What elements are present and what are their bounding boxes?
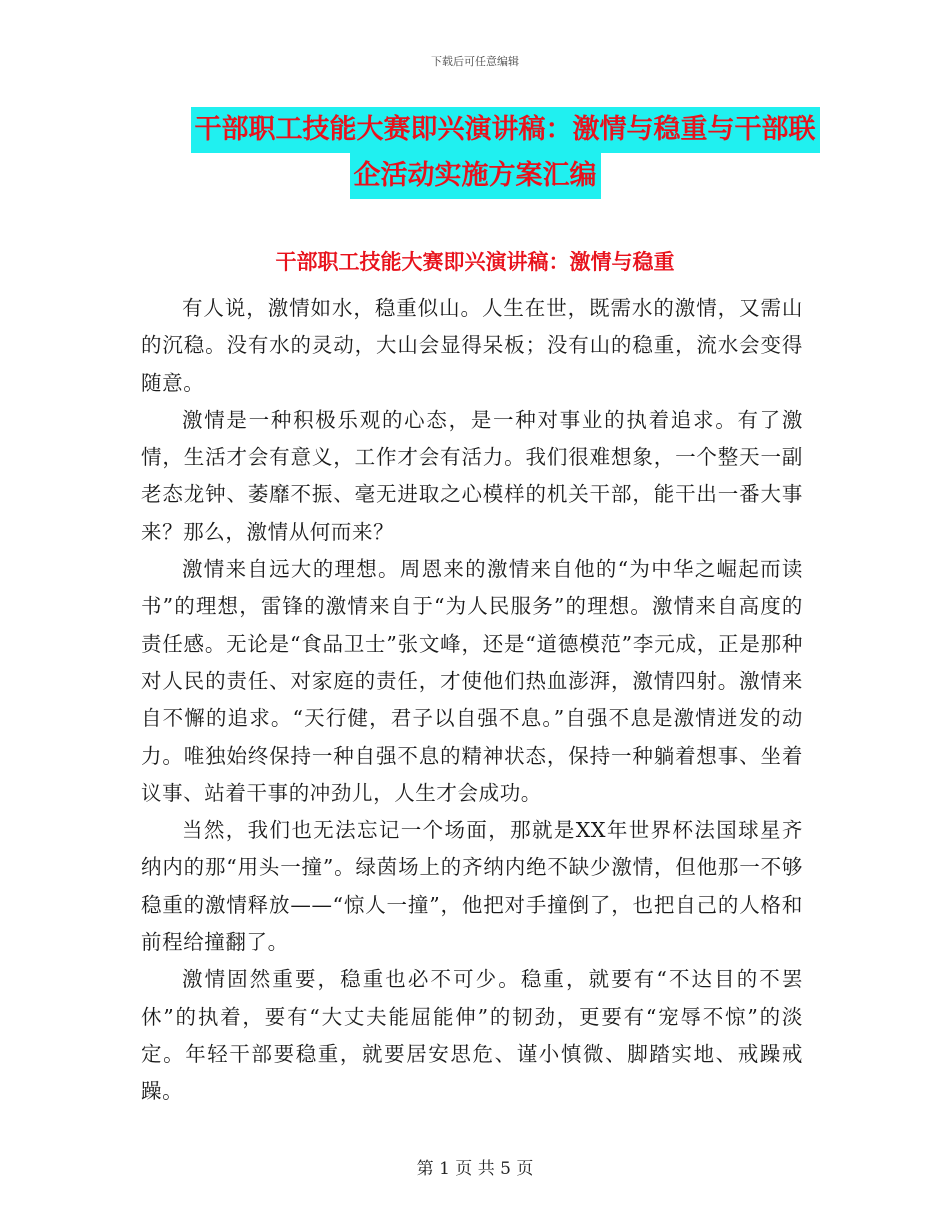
paragraph: 激情是一种积极乐观的心态，是一种对事业的执着追求。有了激情，生活才会有意义，工作才会有活力。我们很难想象，一个整天一副老态龙钟、萎靡不振、毫无进取之心模样的机关干部，能干出一番大事来？那么，激情从何而来？	[141, 407, 803, 544]
document-title-line-2: 企活动实施方案汇编	[350, 153, 601, 199]
section-title: 干部职工技能大赛即兴演讲稿：激情与稳重	[275, 250, 675, 274]
paragraph: 当然，我们也无法忘记一个场面，那就是XX年世界杯法国球星齐纳内的那“用头一撞”。绿茵场上的齐纳内绝不缺少激情，但他那一不够稳重的激情释放——“惊人一撞”，他把对手撞倒了，也把自己的人格和前程给撞翻了。	[141, 818, 803, 955]
paragraph: 激情来自远大的理想。周恩来的激情来自他的“为中华之崛起而读书”的理想，雷锋的激情来自于“为人民服务”的理想。激情来自高度的责任感。无论是“食品卫士”张文峰，还是“道德模范”李元成，正是那种对人民的责任、对家庭的责任，才使他们热血澎湃，激情四射。激情来自不懈的追求。“天行健，君子以自强不息。”自强不息是激情迸发的动力。唯独始终保持一种自强不息的精神状态，保持一种躺着想事、坐着议事、站着干事的冲劲儿，人生才会成功。	[141, 557, 803, 805]
paragraph: 有人说，激情如水，稳重似山。人生在世，既需水的激情，又需山的沉稳。没有水的灵动，大山会显得呆板；没有山的稳重，流水会变得随意。	[141, 296, 803, 395]
page-number-footer: 第 1 页 共 5 页	[416, 1159, 534, 1179]
document-title-line-1: 干部职工技能大赛即兴演讲稿：激情与稳重与干部联	[191, 107, 820, 153]
paragraph: 激情固然重要，稳重也必不可少。稳重，就要有“不达目的不罢休”的执着，要有“大丈夫能屈能伸”的韧劲，更要有“宠辱不惊”的淡定。年轻干部要稳重，就要居安思危、谨小慎微、脚踏实地、戒躁戒躁。	[141, 967, 803, 1104]
document-title	[0, 107, 950, 199]
document-body	[141, 290, 803, 1111]
page-header-note: 下载后可任意编辑	[431, 55, 519, 68]
